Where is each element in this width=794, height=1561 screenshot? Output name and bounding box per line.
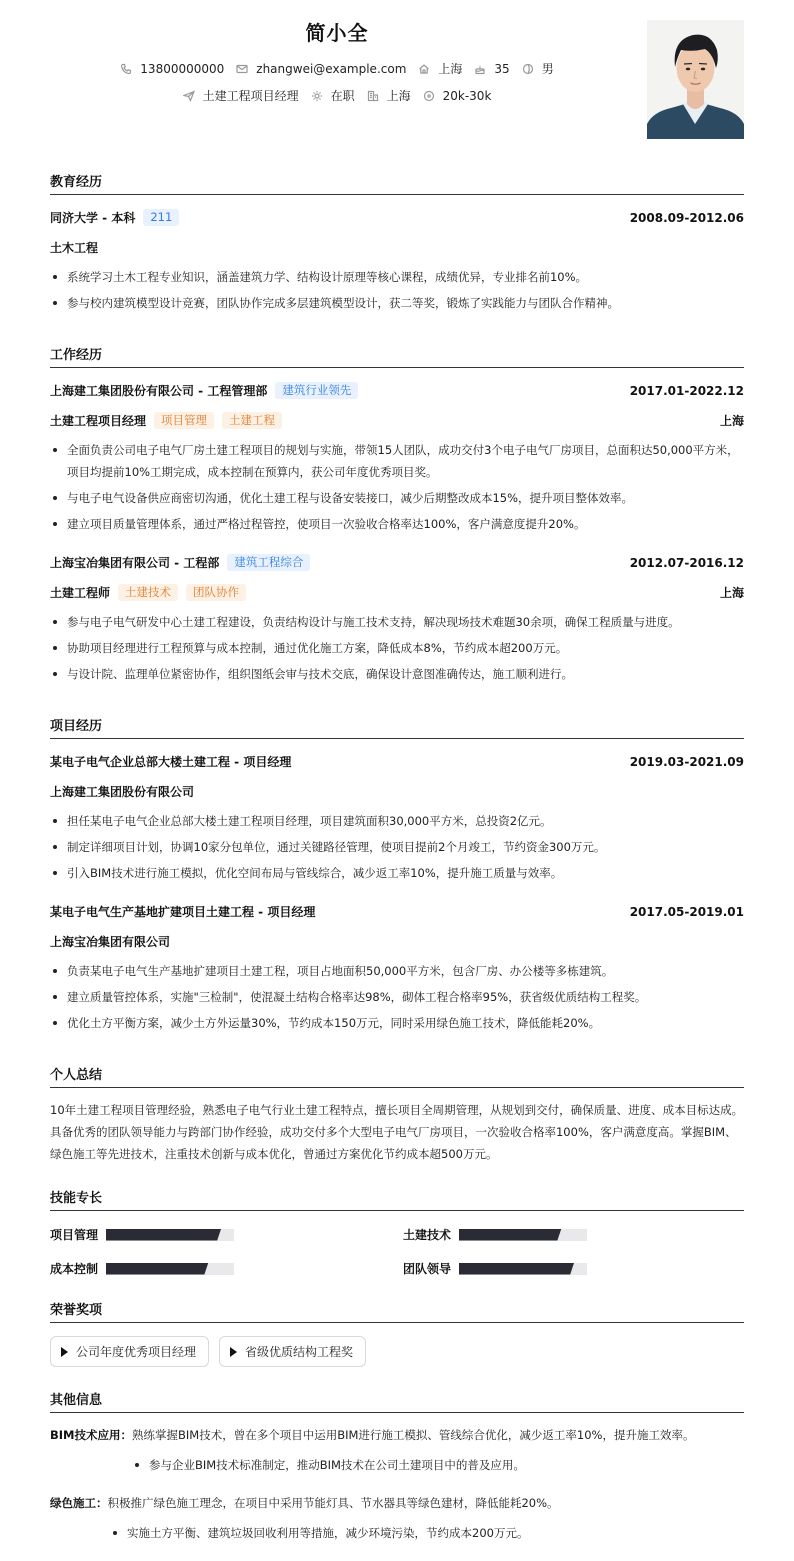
other-item (50, 1492, 744, 1514)
status-text: 在职 (330, 89, 355, 103)
honors-section-title: 荣誉奖项 (50, 1299, 744, 1323)
job-header (50, 382, 744, 399)
age-item (474, 62, 509, 76)
list-item: 参与电子电气研发中心土建工程建设，负责结构设计与施工技术支持，解决现场技术难题30余项，确保工程质量与进度。 (50, 611, 744, 633)
home-icon (418, 63, 430, 75)
skill-item (50, 1260, 234, 1277)
list-item: 负责某电子电气生产基地扩建项目土建工程，项目占地面积50,000平方米，包含厂房、办公楼等多栋建筑。 (50, 960, 744, 982)
skill-bar (459, 1263, 587, 1275)
role-name: 土建工程师 (50, 586, 111, 600)
skill-bar-fill (459, 1229, 561, 1241)
building-icon (367, 90, 379, 102)
job-location: 上海 (719, 414, 744, 428)
list-item: 建立项目质量管理体系，通过严格过程管控，使项目一次验收合格率达100%，客户满意度提升20%。 (50, 513, 744, 535)
award-chip (219, 1336, 366, 1367)
work-section-title: 工作经历 (50, 344, 744, 368)
award-label: 公司年度优秀项目经理 (76, 1345, 197, 1359)
other-item-text: 熟练掌握BIM技术，曾在多个项目中运用BIM进行施工模拟、管线综合优化，减少返工率10%，提升施工效率。 (132, 1428, 695, 1442)
skill-label: 成本控制 (50, 1262, 99, 1276)
city-item (367, 87, 411, 104)
status-item (311, 87, 355, 104)
education-header (50, 209, 744, 226)
contact-row (0, 60, 674, 77)
gender-text: 男 (541, 62, 554, 76)
award-label: 省级优质结构工程奖 (245, 1345, 354, 1359)
project-name: 某电子电气企业总部大楼土建工程 - 项目经理 (50, 755, 292, 769)
summary-section-title: 个人总结 (50, 1064, 744, 1088)
skill-bar (106, 1229, 234, 1241)
summary-text: 10年土建工程项目管理经验，熟悉电子电气行业土建工程特点，擅长项目全周期管理，从规划到交付，确保质量、进度、成本目标达成。具备优秀的团队领导能力与跨部门协作经验，成功交付多个大型电子电气厂房项目，一次验收合格率100%，客户满意度高。掌握BIM、绿色施工等先进技术，注重技术创新与成本优化，曾通过方案优化节约成本超500万元。 (50, 1103, 744, 1161)
salary-item (423, 89, 492, 103)
skill-item (403, 1260, 587, 1277)
role-tag: 项目管理 (154, 412, 214, 429)
project-company: 上海建工集团股份有限公司 (50, 785, 195, 799)
list-item: 担任某电子电气企业总部大楼土建工程项目经理，项目建筑面积30,000平方米，总投资2亿元。 (50, 810, 744, 832)
phone-item (120, 62, 224, 76)
education-section-title: 教育经历 (50, 171, 744, 195)
job-date: 2017.01-2022.12 (629, 383, 744, 398)
project-header (50, 753, 744, 770)
avatar (647, 20, 744, 139)
project-company-row (50, 933, 744, 950)
role-tag: 团队协作 (186, 584, 246, 601)
other-item (50, 1424, 744, 1446)
company-name: 上海建工集团股份有限公司 - 工程管理部 (50, 384, 268, 398)
position-item (183, 87, 299, 104)
company-tag: 建筑工程综合 (227, 554, 310, 571)
skill-bar-fill (106, 1229, 221, 1241)
job-role-row (50, 412, 744, 429)
list-item: 参与校内建筑模型设计竞赛，团队协作完成多层建筑模型设计，获二等奖，锻炼了实践能力与团队合作精神。 (50, 292, 744, 314)
skill-item (50, 1226, 234, 1243)
location-item (418, 60, 462, 77)
project-header (50, 903, 744, 920)
cake-icon (474, 63, 486, 75)
company-tag: 建筑行业领先 (275, 382, 358, 399)
other-item-text: 积极推广绿色施工理念，在项目中采用节能灯具、节水器具等绿色建材，降低能耗20%。 (107, 1496, 559, 1510)
other-item-label: BIM技术应用： (50, 1428, 132, 1442)
list-item: 建立质量管控体系，实施"三检制"，使混凝土结构合格率达98%，砌体工程合格率95%，获省级优质结构工程奖。 (50, 986, 744, 1008)
education-date: 2008.09-2012.06 (629, 210, 744, 225)
position-text: 土建工程项目经理 (202, 89, 299, 103)
send-icon (183, 90, 195, 102)
major-name: 土木工程 (50, 241, 99, 255)
list-item: 制定详细项目计划，协调10家分包单位，通过关键路径管理，使项目提前2个月竣工，节约资金300万元。 (50, 836, 744, 858)
email-text: zhangwei@example.com (256, 61, 407, 76)
other-item-label: 绿色施工： (50, 1496, 108, 1510)
other-section-title: 其他信息 (50, 1389, 744, 1413)
skill-bar-fill (106, 1263, 208, 1275)
project-name: 某电子电气生产基地扩建项目土建工程 - 项目经理 (50, 905, 316, 919)
project-date: 2019.03-2021.09 (629, 754, 744, 769)
job-role-row (50, 584, 744, 601)
skill-bar-fill (459, 1263, 574, 1275)
list-item: 参与企业BIM技术标准制定，推动BIM技术在公司土建项目中的普及应用。 (132, 1454, 744, 1476)
education-major-row (50, 239, 744, 256)
school-name: 同济大学 - 本科 (50, 211, 136, 225)
salary-text: 20k-30k (442, 88, 492, 103)
list-item: 与电子电气设备供应商密切沟通，优化土建工程与设备安装接口，减少后期整改成本15%，提升项目整体效率。 (50, 487, 744, 509)
triangle-icon (61, 1347, 68, 1357)
role-tag: 土建技术 (118, 584, 178, 601)
list-item: 引入BIM技术进行施工模拟，优化空间布局与管线综合，减少返工率10%，提升施工质量与效率。 (50, 862, 744, 884)
location-text: 上海 (438, 62, 463, 76)
job-header (50, 554, 744, 571)
skill-label: 土建技术 (403, 1228, 452, 1242)
gear-icon (311, 90, 323, 102)
portrait-illustration (647, 20, 744, 139)
city-text: 上海 (386, 89, 411, 103)
coin-icon (423, 90, 435, 102)
gender-icon (522, 63, 534, 75)
school-tag: 211 (143, 209, 179, 226)
projects-section-title: 项目经历 (50, 715, 744, 739)
role-name: 土建工程项目经理 (50, 414, 147, 428)
list-item: 系统学习土木工程专业知识，涵盖建筑力学、结构设计原理等核心课程，成绩优异，专业排名前10%。 (50, 266, 744, 288)
skill-label: 团队领导 (403, 1262, 452, 1276)
job-intent-row (0, 87, 674, 104)
list-item: 协助项目经理进行工程预算与成本控制，通过优化施工方案，降低成本8%，节约成本超200万元。 (50, 637, 744, 659)
project-company: 上海宝冶集团有限公司 (50, 935, 171, 949)
job-location: 上海 (719, 586, 744, 600)
skill-label: 项目管理 (50, 1228, 99, 1242)
email-item (236, 62, 406, 76)
list-item: 全面负责公司电子电气厂房土建工程项目的规划与实施，带领15人团队，成功交付3个电子电气厂房项目，总面积达50,000平方米，项目均提前10%工期完成，成本控制在预算内，获公司年度优秀项目奖。 (50, 439, 744, 483)
skill-item (403, 1226, 587, 1243)
skill-bar (459, 1229, 587, 1241)
age-text: 35 (494, 61, 510, 76)
gender-item (522, 60, 554, 77)
phone-text: 13800000000 (140, 61, 225, 76)
list-item: 实施土方平衡、建筑垃圾回收利用等措施，减少环境污染，节约成本200万元。 (110, 1522, 744, 1544)
list-item: 与设计院、监理单位紧密协作，组织图纸会审与技术交底，确保设计意图准确传达，施工顺利进行。 (50, 663, 744, 685)
mail-icon (236, 63, 248, 75)
role-tag: 土建工程 (222, 412, 282, 429)
phone-icon (120, 63, 132, 75)
job-date: 2012.07-2016.12 (629, 555, 744, 570)
project-date: 2017.05-2019.01 (629, 904, 744, 919)
triangle-icon (230, 1347, 237, 1357)
candidate-name: 简小全 (305, 21, 369, 45)
skills-section-title: 技能专长 (50, 1187, 744, 1211)
company-name: 上海宝冶集团有限公司 - 工程部 (50, 556, 220, 570)
list-item: 优化土方平衡方案，减少土方外运量30%，节约成本150万元，同时采用绿色施工技术，降低能耗20%。 (50, 1012, 744, 1034)
award-chip (50, 1336, 209, 1367)
skill-bar (106, 1263, 234, 1275)
project-company-row (50, 783, 744, 800)
